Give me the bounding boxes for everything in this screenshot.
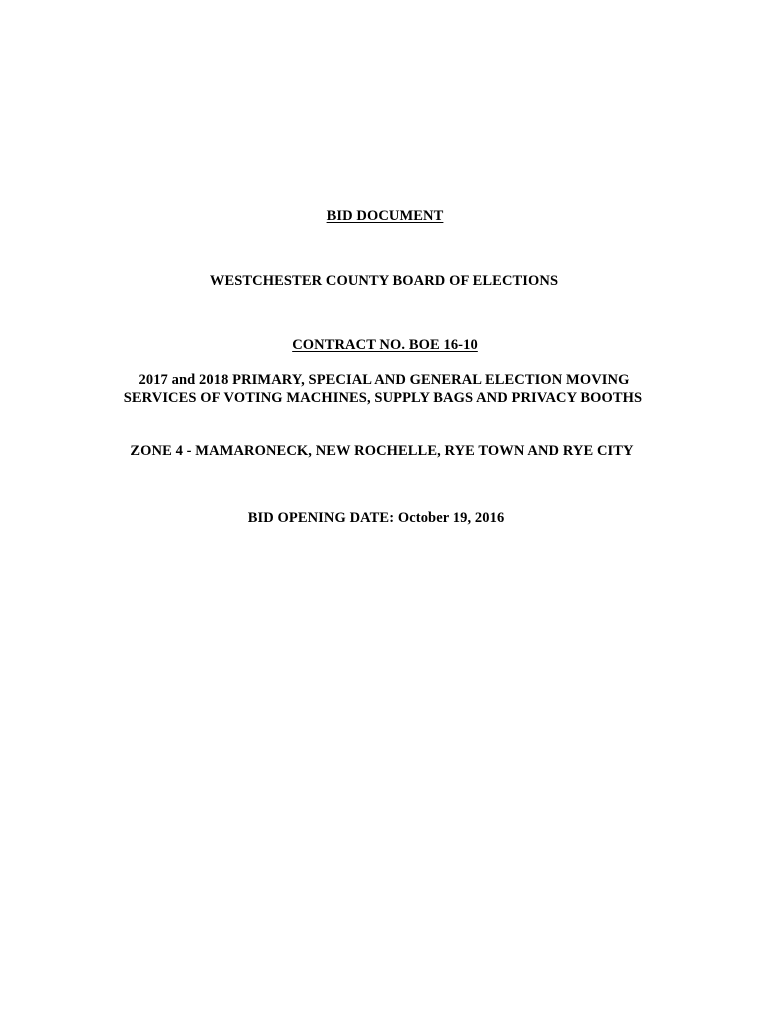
document-title: BID DOCUMENT <box>326 208 444 224</box>
document-title-line <box>0 207 770 225</box>
zone-heading: ZONE 4 - MAMARONECK, NEW ROCHELLE, RYE TOWN AND RYE CITY <box>130 443 634 459</box>
bid-opening-date: BID OPENING DATE: October 19, 2016 <box>247 510 505 526</box>
contract-number: CONTRACT NO. BOE 16-10 <box>292 337 478 353</box>
description-line-1: 2017 and 2018 PRIMARY, SPECIAL AND GENERAL ELECTION MOVING <box>138 372 630 388</box>
contract-number-line <box>0 336 770 354</box>
agency-name: WESTCHESTER COUNTY BOARD OF ELECTIONS <box>209 273 559 289</box>
description-line-2: SERVICES OF VOTING MACHINES, SUPPLY BAGS AND PRIVACY BOOTHS <box>123 390 643 406</box>
